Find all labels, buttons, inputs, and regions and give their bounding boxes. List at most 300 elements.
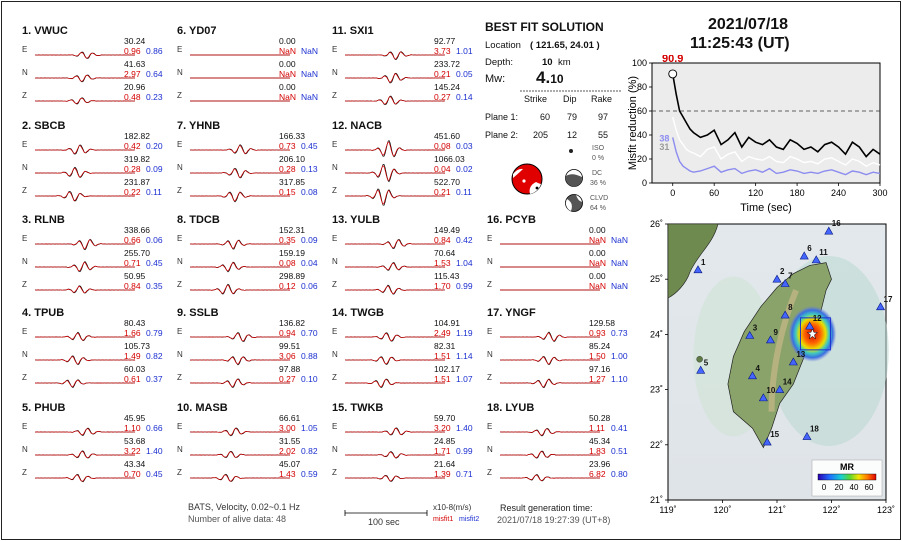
misfit1-value: NaN: [589, 281, 607, 291]
misfit2-value: 0.09: [146, 164, 163, 174]
misfit1-value: 1.66: [124, 328, 141, 338]
misfit1-value: 3.73: [434, 46, 451, 56]
waveform-trace: [500, 373, 600, 393]
misfit2-value: 0.99: [456, 281, 473, 291]
waveform-trace: [35, 186, 135, 206]
station-label: 18. LYUB: [487, 402, 535, 414]
colorbar: [818, 474, 876, 480]
misfit2-value: 1.40: [146, 446, 163, 456]
amplitude-value: 45.95: [124, 413, 146, 423]
station-label: 9. SSLB: [177, 307, 219, 319]
misfit2-value: 0.37: [146, 374, 163, 384]
x-tick-label: 180: [789, 188, 805, 198]
amplitude-value: 80.43: [124, 318, 146, 328]
amplitude-value: 0.00: [279, 36, 296, 46]
component-z: [177, 364, 327, 397]
misfit2-value: 0.06: [301, 281, 318, 291]
misfit2-value: 0.11: [146, 187, 162, 197]
amplitude-value: 317.85: [279, 177, 305, 187]
amplitude-value: 145.24: [434, 82, 460, 92]
misfit2-value: 0.10: [301, 374, 318, 384]
station-tdcb: [177, 214, 327, 310]
amplitude-value: 66.61: [279, 413, 301, 423]
y-tick-label: 60: [636, 106, 647, 116]
amplitude-value: 0.00: [279, 59, 296, 69]
station-label: 13. YULB: [332, 214, 381, 226]
misfit1-value: 1.51: [434, 374, 451, 384]
amplitude-value: 231.87: [124, 177, 150, 187]
station-label: 6. YD07: [177, 25, 217, 37]
component-z: [332, 271, 482, 304]
component-label: E: [177, 422, 183, 431]
waveform-trace: [345, 468, 445, 488]
waveform-trace: [35, 373, 135, 393]
station-nacb: [332, 120, 482, 216]
misfit1-value: 1.49: [124, 351, 141, 361]
amplitude-unit: x10-8(m/s): [433, 503, 472, 512]
misfit1-value: 0.21: [434, 187, 451, 197]
component-label: N: [177, 445, 183, 454]
station-number-label: 2: [780, 267, 785, 277]
component-z: [487, 271, 637, 304]
component-label: Z: [177, 280, 182, 289]
misfit2-value: 0.82: [301, 446, 318, 456]
amplitude-value: 21.64: [434, 459, 456, 469]
amplitude-value: 45.07: [279, 459, 301, 469]
misfit2-value: 0.45: [146, 469, 163, 479]
component-z: [332, 364, 482, 397]
misfit2-value: 1.10: [611, 374, 628, 384]
misfit2-value: 0.41: [611, 423, 628, 433]
plane2-dip: 12: [567, 130, 578, 140]
depth-label: Depth:: [485, 57, 513, 68]
component-label: E: [332, 327, 338, 336]
component-z: [177, 82, 327, 115]
amplitude-value: 105.73: [124, 341, 150, 351]
component-label: Z: [177, 91, 182, 100]
depth-value: 10: [542, 57, 553, 68]
component-label: N: [332, 445, 338, 454]
misfit1-value: 0.28: [124, 164, 141, 174]
station-number-label: 10: [766, 385, 776, 395]
plane1-strike: 60: [540, 112, 551, 122]
component-z: [332, 82, 482, 115]
misfit2-value: NaN: [611, 235, 629, 245]
waveform-trace: [500, 468, 600, 488]
misfit2-value: NaN: [611, 258, 629, 268]
misfit1-value: 0.08: [434, 141, 451, 151]
misfit2-value: 0.45: [301, 141, 318, 151]
component-label: E: [177, 234, 183, 243]
component-label: E: [332, 234, 338, 243]
waveform-trace: [35, 91, 135, 111]
misfit1-value: 3.22: [124, 446, 141, 456]
misfit1-value: 3.20: [434, 423, 451, 433]
component-label: E: [332, 422, 338, 431]
station-label: 3. RLNB: [22, 214, 65, 226]
solution-title: BEST FIT SOLUTION: [485, 20, 604, 34]
component-label: Z: [22, 468, 27, 477]
component-label: N: [22, 68, 28, 77]
misfit-reduction-chart: [625, 55, 895, 215]
component-label: N: [22, 163, 28, 172]
waveform-trace: [190, 373, 290, 393]
amplitude-value: 129.58: [589, 318, 615, 328]
amplitude-value: 50.95: [124, 271, 146, 281]
amplitude-value: 149.49: [434, 225, 460, 235]
misfit1-value: 1.70: [434, 281, 451, 291]
station-masb: [177, 402, 327, 498]
misfit2-value: 0.42: [456, 235, 473, 245]
misfit1-value: 0.22: [124, 187, 141, 197]
misfit2-value: 0.64: [146, 69, 163, 79]
waveform-trace: [35, 468, 135, 488]
latitude-label: 23˚: [649, 384, 663, 395]
misfit1-value: 0.96: [124, 46, 141, 56]
misfit2-value: 0.80: [611, 469, 628, 479]
misfit2-value: 0.06: [146, 235, 163, 245]
component-z: [22, 459, 172, 492]
amplitude-value: 23.96: [589, 459, 611, 469]
iso-symbol: [568, 148, 574, 154]
misfit1-value: 1.43: [279, 469, 296, 479]
misfit1-value: 2.97: [124, 69, 141, 79]
amplitude-value: 1066.03: [434, 154, 465, 164]
y-tick-label: 80: [636, 82, 647, 92]
misfit1-value: 0.28: [279, 164, 296, 174]
component-label: N: [177, 68, 183, 77]
amplitude-value: 136.82: [279, 318, 305, 328]
dc-label: DC: [592, 170, 603, 177]
misfit2-value: 0.08: [301, 187, 318, 197]
misfit2-value: 0.05: [456, 69, 473, 79]
component-label: N: [487, 257, 493, 266]
amplitude-value: 166.33: [279, 131, 305, 141]
waveform-trace: [500, 280, 600, 300]
waveform-trace: [345, 373, 445, 393]
amplitude-value: 0.00: [589, 271, 606, 281]
station-number-label: 17: [883, 294, 893, 304]
station-number-label: 7: [788, 271, 793, 281]
amplitude-value: 43.34: [124, 459, 146, 469]
header-rake: Rake: [591, 94, 613, 104]
station-map: [630, 218, 898, 523]
station-sbcb: [22, 120, 172, 216]
component-label: E: [22, 327, 28, 336]
misfit1-value: 1.10: [124, 423, 141, 433]
misfit2-value: 0.79: [146, 328, 163, 338]
component-z: [487, 364, 637, 397]
dc-value: 36 %: [590, 180, 606, 187]
peak-label: 90.9: [662, 55, 684, 65]
station-number-label: 5: [703, 358, 709, 368]
misfit1-value: 0.27: [279, 374, 296, 384]
station-number-label: 6: [807, 244, 812, 254]
misfit1-value: 6.82: [589, 469, 606, 479]
misfit2-value: 0.70: [301, 328, 318, 338]
misfit2-value: 0.71: [456, 469, 473, 479]
misfit1-value: 0.61: [124, 374, 141, 384]
misfit1-value: 0.15: [279, 187, 296, 197]
event-time: 11:25:43 (UT): [690, 35, 790, 52]
misfit1-value: 0.35: [279, 235, 296, 245]
component-label: N: [332, 350, 338, 359]
component-label: E: [22, 234, 28, 243]
station-phub: [22, 402, 172, 498]
component-label: Z: [177, 186, 182, 195]
station-yngf: [487, 307, 637, 403]
station-number-label: 15: [770, 430, 780, 440]
amplitude-value: 338.66: [124, 225, 150, 235]
component-label: N: [487, 350, 493, 359]
amplitude-value: 0.00: [589, 225, 606, 235]
station-label: 5. PHUB: [22, 402, 66, 414]
table-rule: [520, 90, 622, 93]
misfit1-value: 1.27: [589, 374, 606, 384]
amplitude-value: 31.55: [279, 436, 301, 446]
station-yhnb: [177, 120, 327, 216]
component-label: Z: [22, 373, 27, 382]
component-label: E: [22, 140, 28, 149]
plane1-rake: 97: [598, 112, 609, 122]
component-z: [332, 459, 482, 492]
component-label: E: [22, 45, 28, 54]
misfit2-value: 1.00: [611, 351, 628, 361]
misfit2-value: 0.09: [301, 235, 318, 245]
misfit1-value: 0.04: [434, 164, 451, 174]
component-label: E: [177, 45, 183, 54]
y-tick-label: 20: [636, 154, 647, 164]
amplitude-value: 99.51: [279, 341, 301, 351]
misfit1-value: NaN: [589, 258, 607, 268]
misfit2-value: 0.13: [301, 164, 318, 174]
component-label: E: [487, 327, 493, 336]
misfit1-value: 0.42: [124, 141, 141, 151]
station-rlnb: [22, 214, 172, 310]
misfit2-value: 1.04: [456, 258, 473, 268]
component-label: Z: [332, 280, 337, 289]
misfit1-value: 1.83: [589, 446, 606, 456]
component-z: [22, 82, 172, 115]
mw-label: Mw:: [485, 73, 506, 85]
misfit1-value: 0.48: [124, 92, 141, 102]
filter-info: BATS, Velocity, 0.02~0.1 Hz: [188, 502, 300, 512]
station-number-label: 11: [819, 247, 828, 257]
misfit1-value: 0.66: [124, 235, 141, 245]
amplitude-value: 70.64: [434, 248, 456, 258]
longitude-label: 121˚: [767, 505, 787, 515]
misfit2-value: 0.20: [146, 141, 163, 151]
misfit2-value: 0.86: [146, 46, 163, 56]
misfit1-value: 3.00: [279, 423, 296, 433]
amplitude-value: 0.00: [589, 248, 606, 258]
station-sxi1: [332, 25, 482, 121]
misfit1-value: 1.39: [434, 469, 451, 479]
depth-unit: km: [558, 57, 571, 68]
component-label: N: [332, 68, 338, 77]
misfit1-value: NaN: [279, 46, 297, 56]
amplitude-value: 159.19: [279, 248, 305, 258]
clvd-value: 64 %: [590, 205, 606, 212]
amplitude-value: 255.70: [124, 248, 150, 258]
misfit1-value: 1.71: [434, 446, 451, 456]
amplitude-value: 45.34: [589, 436, 611, 446]
latitude-label: 24˚: [649, 329, 663, 340]
x-tick-label: 120: [748, 188, 764, 198]
misfit2-value: NaN: [301, 69, 319, 79]
amplitude-value: 319.82: [124, 154, 150, 164]
station-number-label: 1: [700, 257, 706, 267]
plane1-dip: 79: [567, 112, 578, 122]
amplitude-value: 60.03: [124, 364, 146, 374]
station-label: 4. TPUB: [22, 307, 65, 319]
station-label: 10. MASB: [177, 402, 228, 414]
component-z: [177, 459, 327, 492]
amplitude-value: 24.85: [434, 436, 456, 446]
station-label: 12. NACB: [332, 120, 383, 132]
misfit1-value: 0.84: [434, 235, 451, 245]
x-tick-label: 0: [670, 188, 676, 198]
y-tick-label: 40: [636, 130, 647, 140]
station-twgb: [332, 307, 482, 403]
component-z: [332, 177, 482, 210]
misfit1-value: 0.27: [434, 92, 451, 102]
waveform-trace: [190, 468, 290, 488]
component-label: Z: [22, 91, 27, 100]
y-axis-label: Misfit reduction (%): [627, 75, 639, 171]
misfit2-value: 1.05: [301, 423, 318, 433]
station-yulb: [332, 214, 482, 310]
amplitude-value: 59.70: [434, 413, 456, 423]
amplitude-value: 0.00: [279, 82, 296, 92]
station-number-label: 16: [831, 219, 841, 229]
component-label: Z: [177, 468, 182, 477]
latitude-label: 22˚: [649, 439, 663, 450]
time-scale-label: 100 sec: [368, 517, 400, 527]
misfit2-value: 0.51: [611, 446, 628, 456]
misfit2-value: NaN: [301, 92, 319, 102]
clvd-beachball: [564, 193, 584, 213]
station-vwuc: [22, 25, 172, 121]
misfit2-value: 0.88: [301, 351, 318, 361]
iso-label: ISO: [592, 145, 605, 152]
result-time-label: Result generation time:: [500, 503, 593, 513]
station-label: 7. YHNB: [177, 120, 221, 132]
amplitude-value: 206.10: [279, 154, 305, 164]
amplitude-value: 104.91: [434, 318, 460, 328]
component-label: E: [487, 422, 493, 431]
misfit2-value: 0.35: [146, 281, 163, 291]
station-number-label: 12: [812, 314, 822, 324]
misfit1-value: 2.49: [434, 328, 451, 338]
station-pcyb: [487, 214, 637, 310]
misfit1-value: 0.93: [589, 328, 606, 338]
plane2-strike: 205: [533, 130, 549, 140]
longitude-label: 119˚: [659, 505, 677, 515]
station-label: 14. TWGB: [332, 307, 384, 319]
component-label: N: [177, 163, 183, 172]
component-label: Z: [22, 280, 27, 289]
station-number-label: 8: [788, 303, 793, 313]
misfit2-legend: misfit2: [459, 516, 480, 523]
component-label: N: [332, 163, 338, 172]
station-label: 2. SBCB: [22, 120, 66, 132]
penghu-island: [697, 356, 703, 362]
plane2-label: Plane 2:: [485, 130, 519, 140]
misfit2-value: 0.03: [456, 141, 473, 151]
header-dip: Dip: [563, 94, 577, 104]
misfit1-value: 0.94: [279, 328, 296, 338]
station-label: 17. YNGF: [487, 307, 536, 319]
amplitude-value: 298.89: [279, 271, 305, 281]
misfit1-legend: misfit1: [433, 516, 454, 523]
misfit1-value: 1.11: [589, 423, 605, 433]
misfit2-value: 0.14: [456, 92, 473, 102]
misfit2-value: NaN: [301, 46, 319, 56]
component-z: [22, 271, 172, 304]
waveform-trace: [190, 280, 290, 300]
station-number-label: 4: [755, 363, 760, 373]
station-tpub: [22, 307, 172, 403]
station-number-label: 9: [773, 327, 778, 337]
misfit2-value: 0.02: [456, 164, 473, 174]
mark-label: 38: [659, 133, 670, 144]
misfit2-value: 1.01: [456, 46, 473, 56]
iso-value: 0 %: [592, 155, 605, 162]
misfit2-value: 0.45: [146, 258, 163, 268]
misfit2-value: 1.40: [456, 423, 473, 433]
station-number-label: 14: [782, 377, 792, 387]
amplitude-value: 20.96: [124, 82, 146, 92]
waveform-trace: [190, 91, 290, 111]
plane2-rake: 55: [598, 130, 609, 140]
misfit1-value: 0.21: [434, 69, 451, 79]
misfit2-value: 0.82: [146, 351, 163, 361]
misfit1-value: 3.06: [279, 351, 296, 361]
component-label: E: [177, 140, 183, 149]
misfit2-value: 1.19: [456, 328, 473, 338]
plane1-label: Plane 1:: [485, 112, 519, 122]
misfit2-value: 1.14: [456, 351, 473, 361]
station-number-label: 13: [796, 350, 806, 359]
component-label: N: [177, 257, 183, 266]
misfit1-value: NaN: [279, 69, 297, 79]
misfit1-value: NaN: [589, 235, 607, 245]
component-label: N: [22, 350, 28, 359]
amplitude-value: 30.24: [124, 36, 146, 46]
amplitude-value: 82.31: [434, 341, 456, 351]
amplitude-value: 97.88: [279, 364, 301, 374]
y-tick-label: 100: [631, 58, 647, 68]
station-lyub: [487, 402, 637, 498]
amplitude-value: 85.24: [589, 341, 611, 351]
colorbar-tick-label: 60: [864, 483, 874, 492]
component-label: N: [487, 445, 493, 454]
waveform-trace: [345, 280, 445, 300]
component-label: Z: [332, 468, 337, 477]
misfit1-value: 2.02: [279, 446, 296, 456]
dc-beachball: [564, 168, 584, 188]
misfit2-value: 0.73: [611, 328, 628, 338]
station-label: 1. VWUC: [22, 25, 68, 37]
longitude-label: 120˚: [713, 505, 732, 515]
peak-marker: [669, 70, 677, 78]
amplitude-value: 92.77: [434, 36, 456, 46]
component-label: N: [177, 350, 183, 359]
station-number-label: 18: [809, 424, 819, 434]
x-tick-label: 300: [872, 188, 888, 198]
amplitude-value: 152.31: [279, 225, 305, 235]
